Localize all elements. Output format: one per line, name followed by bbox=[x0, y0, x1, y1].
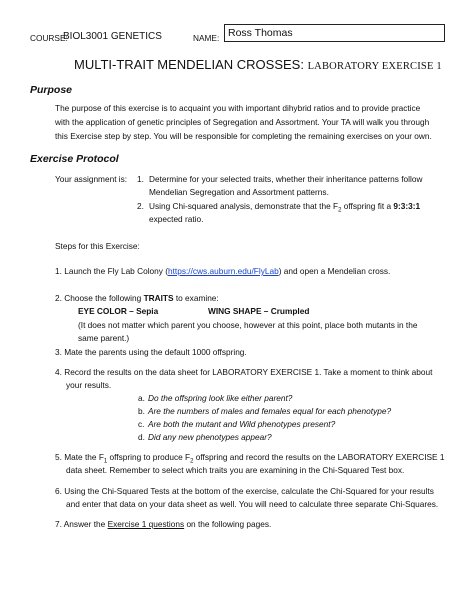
assignment-item-2-line-2: expected ratio. bbox=[149, 214, 204, 224]
assignment-item-1-number: 1. bbox=[137, 174, 144, 184]
step-1: 1. Launch the Fly Lab Colony (https://cws.auburn.edu/FlyLab) and open a Mendelian cross. bbox=[55, 266, 391, 276]
assignment-item-2-number: 2. bbox=[137, 201, 144, 211]
question-a-label: a. bbox=[138, 393, 145, 403]
question-d: Did any new phenotypes appear? bbox=[148, 432, 272, 442]
protocol-heading: Exercise Protocol bbox=[30, 153, 119, 165]
step-7: 7. Answer the Exercise 1 questions on the following pages. bbox=[55, 519, 272, 529]
question-a: Do the offspring look like either parent? bbox=[148, 393, 293, 403]
step-5-line-2: data sheet. Remember to select which traits you are examining in the Chi-Squared Test box. bbox=[66, 465, 405, 475]
question-c-label: c. bbox=[138, 419, 145, 429]
question-d-label: d. bbox=[138, 432, 145, 442]
step-3: 3. Mate the parents using the default 1000 offspring. bbox=[55, 347, 247, 357]
name-label: NAME: bbox=[193, 33, 220, 43]
course-value: BIOL3001 GENETICS bbox=[63, 31, 162, 42]
step-6-line-2: and enter that data on your data sheet as well. You will need to calculate three separate Chi-Squares. bbox=[66, 499, 439, 509]
question-c: Are both the mutant and Wild phenotypes present? bbox=[148, 419, 336, 429]
purpose-line-1: The purpose of this exercise is to acquaint you with important dihybrid ratios and to provide practice bbox=[55, 103, 421, 113]
step-4-line-1: 4. Record the results on the data sheet for LABORATORY EXERCISE 1. Take a moment to think about bbox=[55, 367, 433, 377]
step-2-note-line-1: (It does not matter which parent you choose, however at this point, place both mutants in the bbox=[78, 320, 418, 330]
name-value: Ross Thomas bbox=[228, 27, 293, 39]
purpose-line-3: this Exercise step by step. You will be responsible for completing the remaining exercises on your own. bbox=[55, 131, 432, 141]
assignment-item-1-line-1: Determine for your selected traits, whether their inheritance patterns follow bbox=[149, 174, 423, 184]
question-b: Are the numbers of males and females equal for each phenotype? bbox=[148, 406, 392, 416]
purpose-line-2: with the application of genetic principles of Segregation and Assortment. Your TA will walk you through bbox=[55, 117, 430, 127]
title-sub: LABORATORY EXERCISE 1 bbox=[307, 61, 442, 72]
step-2: 2. Choose the following TRAITS to examine: bbox=[55, 293, 219, 303]
purpose-heading: Purpose bbox=[30, 84, 73, 96]
step-6-line-1: 6. Using the Chi-Squared Tests at the bottom of the exercise, calculate the Chi-Squared for your results bbox=[55, 486, 434, 496]
assignment-item-1-line-2: Mendelian Segregation and Assortment patterns. bbox=[149, 187, 329, 197]
flylab-link[interactable]: https://cws.auburn.edu/FlyLab bbox=[168, 266, 279, 276]
title-main: MULTI-TRAIT MENDELIAN CROSSES: bbox=[74, 57, 304, 72]
trait-eye-color: EYE COLOR – Sepia bbox=[78, 306, 159, 316]
page-title bbox=[74, 57, 442, 72]
exercise-1-questions-link[interactable]: Exercise 1 questions bbox=[107, 519, 185, 529]
step-4-line-2: your results. bbox=[66, 380, 112, 390]
trait-wing-shape: WING SHAPE – Crumpled bbox=[208, 306, 310, 316]
course-label: COURSE: bbox=[30, 33, 68, 43]
assignment-item-2-line-1: Using Chi-squared analysis, demonstrate that the $F_2$ offspring fit a 9:3:3:1 bbox=[149, 201, 421, 214]
question-b-label: b. bbox=[138, 406, 145, 416]
name-field[interactable] bbox=[224, 24, 445, 42]
step-5-line-1: 5. Mate the $F_1$ offspring to produce $F_2$ offspring and record the results on the LABORATORY EXERCISE 1 bbox=[55, 452, 445, 465]
assignment-label: Your assignment is: bbox=[55, 174, 128, 184]
steps-intro: Steps for this Exercise: bbox=[55, 241, 140, 251]
step-2-note-line-2: same parent.) bbox=[78, 333, 130, 343]
